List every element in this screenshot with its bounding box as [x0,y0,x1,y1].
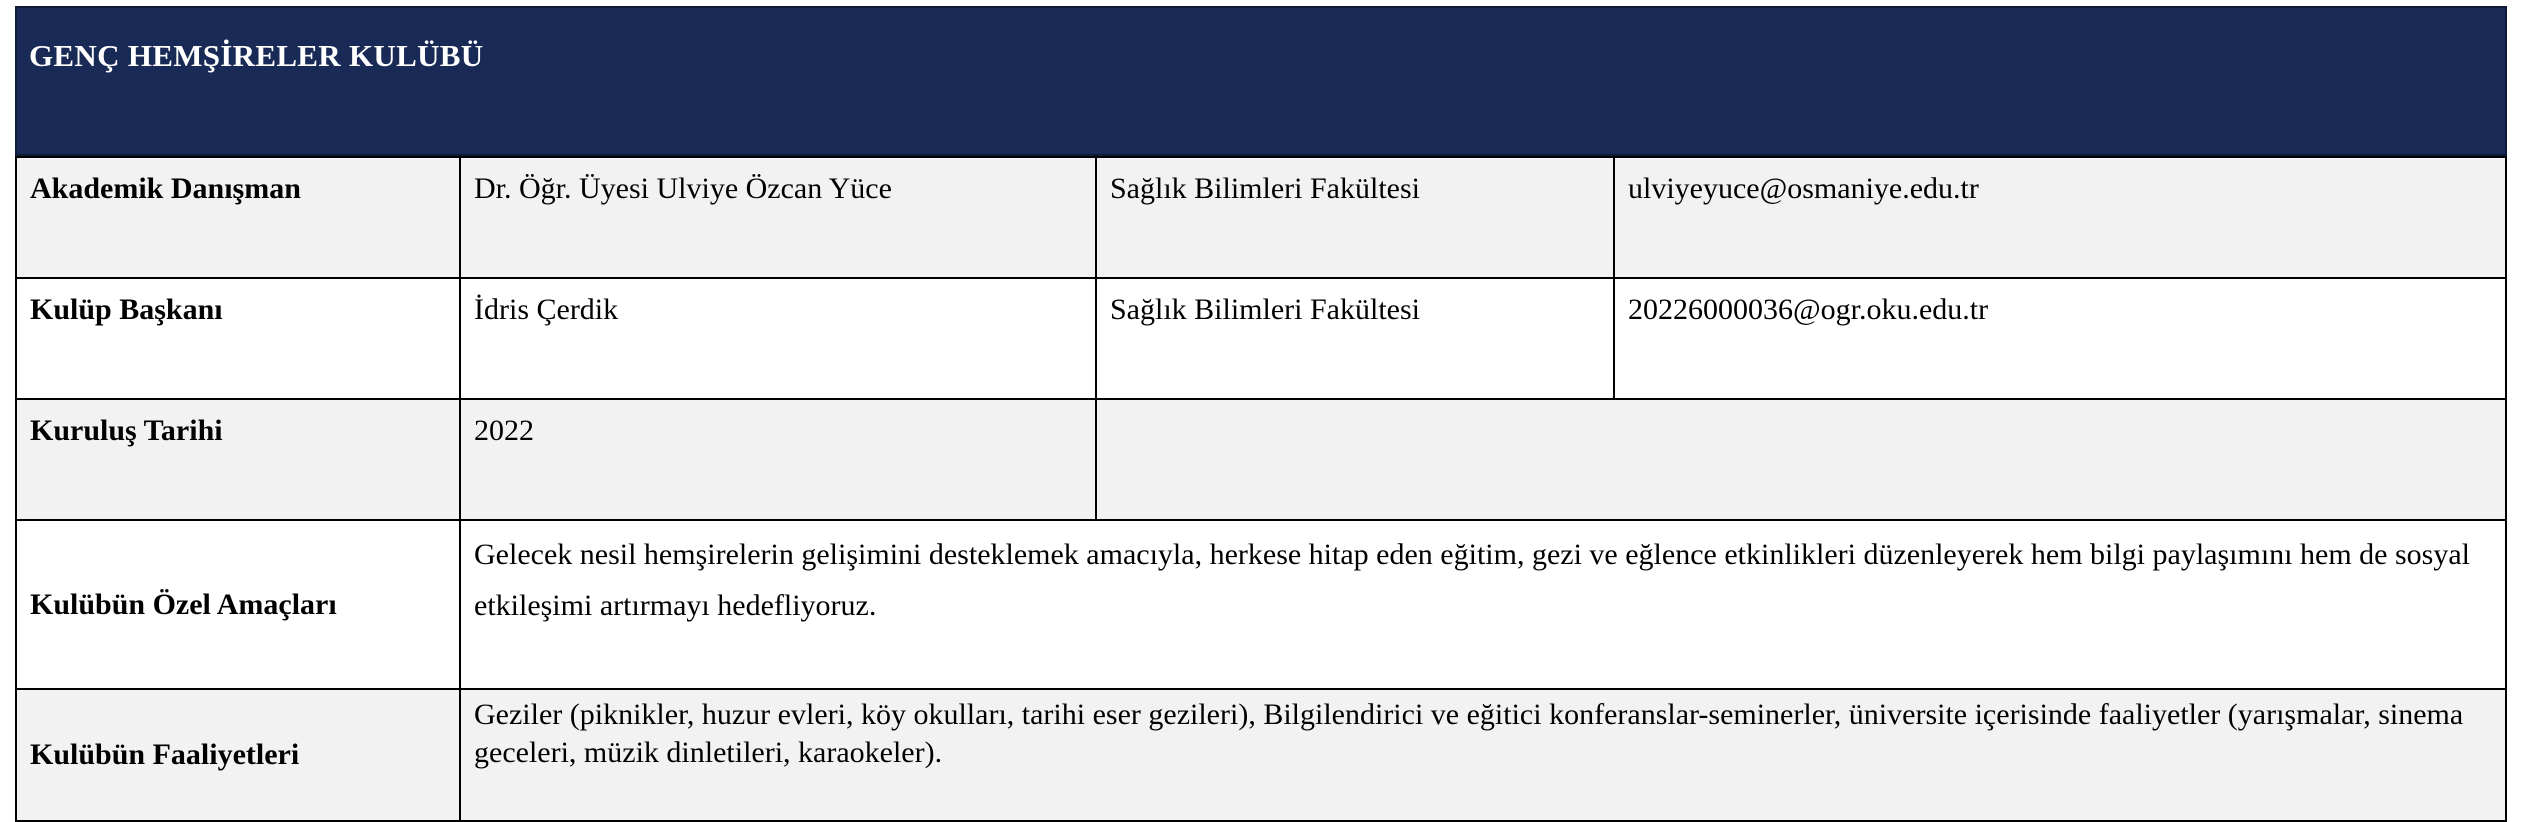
president-name: İdris Çerdik [460,278,1096,399]
advisor-label: Akademik Danışman [16,157,460,278]
table-row-advisor [16,157,2506,278]
table-row-founded [16,399,2506,520]
advisor-email: ulviyeyuce@osmaniye.edu.tr [1614,157,2506,278]
club-info-sheet [15,6,2507,772]
table-row-president [16,278,2506,399]
president-label: Kulüp Başkanı [16,278,460,399]
activities-value: Geziler (piknikler, huzur evleri, köy okulları, tarihi eser gezileri), Bilgilendirici ve eğitici konferanslar-seminerler, üniversite içerisinde faaliyetler (yarışmalar, sinema geceleri, müzik dinletileri, karaokeler). [460,689,2506,821]
advisor-name: Dr. Öğr. Üyesi Ulviye Özcan Yüce [460,157,1096,278]
founded-empty-cell [1096,399,2506,520]
goals-label: Kulübün Özel Amaçları [16,520,460,689]
table-row-activities [16,689,2506,821]
founded-label: Kuruluş Tarihi [16,399,460,520]
advisor-faculty: Sağlık Bilimleri Fakültesi [1096,157,1614,278]
table-row-goals [16,520,2506,689]
president-email: 20226000036@ogr.oku.edu.tr [1614,278,2506,399]
club-title: GENÇ HEMŞİRELER KULÜBÜ [29,38,484,73]
activities-label: Kulübün Faaliyetleri [16,689,460,821]
club-header [15,6,2507,156]
goals-value: Gelecek nesil hemşirelerin gelişimini desteklemek amacıyla, herkese hitap eden eğitim, gezi ve eğlence etkinlikleri düzenleyerek hem bilgi paylaşımını hem de sosyal etkileşimi artırmayı hedefliyoruz. [460,520,2506,689]
founded-value: 2022 [460,399,1096,520]
president-faculty: Sağlık Bilimleri Fakültesi [1096,278,1614,399]
club-info-table [15,156,2507,822]
